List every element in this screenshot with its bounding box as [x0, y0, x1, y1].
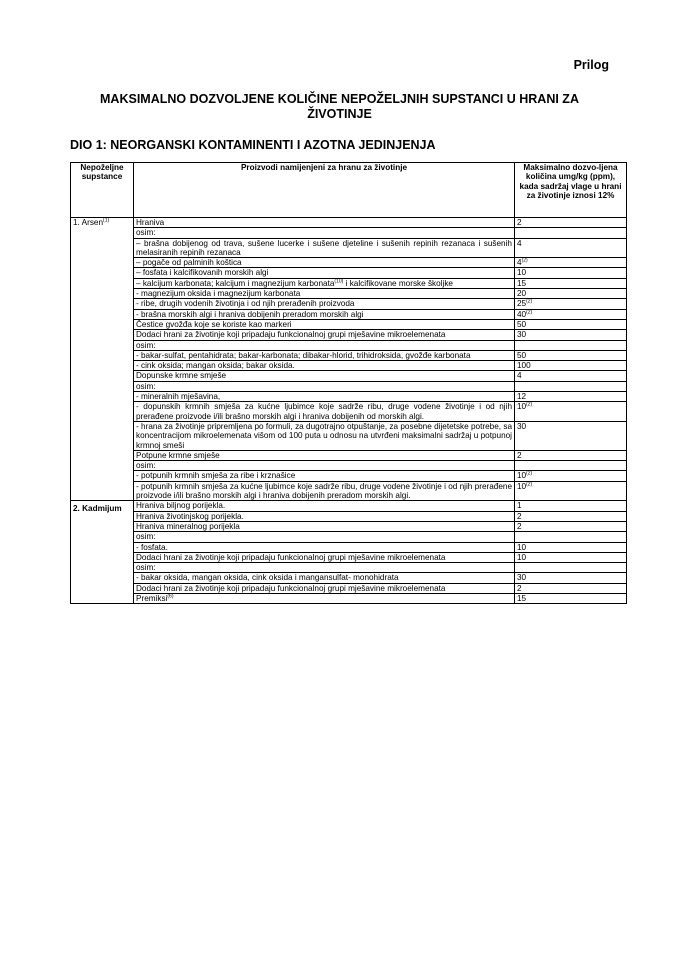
substance-cell — [71, 218, 134, 501]
product-text: Hraniva — [136, 218, 165, 227]
substance-name: 1. Arsen — [73, 218, 104, 227]
product-cell — [134, 371, 515, 381]
table-row — [71, 563, 627, 573]
table-row — [71, 542, 627, 552]
product-cell — [134, 501, 515, 511]
product-footnote: (10) — [334, 278, 344, 285]
table-row — [71, 421, 627, 450]
product-cell — [134, 238, 515, 258]
value-cell — [515, 350, 627, 360]
product-cell — [134, 511, 515, 521]
value-footnote: (2) — [526, 480, 533, 487]
value-cell — [515, 268, 627, 278]
product-text: osim: — [136, 381, 156, 391]
table-row — [71, 371, 627, 381]
value-footnote: (2) — [521, 257, 528, 264]
product-cell — [134, 450, 515, 460]
product-text: osim: — [136, 532, 156, 542]
product-text: Hraniva biljnog porijekla. — [136, 501, 226, 511]
value-footnote: (2) — [526, 401, 533, 408]
value-cell — [515, 450, 627, 460]
table-row — [71, 340, 627, 350]
product-text: - brašna morskih algi i hraniva dobijenih preradom morskih algi — [136, 309, 364, 319]
max-value: 100 — [517, 361, 531, 371]
product-text: Potpune krmne smješe — [136, 450, 220, 460]
product-text: – pogače od palminih koštica — [136, 258, 242, 268]
table-row — [71, 258, 627, 268]
product-text: – brašna dobijenog od trava, sušene lucerke i sušene djeteline i sušenih repinih rezanaca i sušenih melasiranih repinih rezanaca — [136, 238, 512, 257]
max-value: 50 — [517, 319, 527, 329]
max-value: 2 — [517, 450, 522, 460]
value-cell — [515, 471, 627, 481]
product-cell — [134, 542, 515, 552]
section-title: DIO 1: NEORGANSKI KONTAMINENTI I AZOTNA JEDINJENJA — [70, 138, 436, 152]
value-cell — [515, 461, 627, 471]
max-value: 10 — [517, 552, 527, 562]
table-row — [71, 583, 627, 593]
product-cell — [134, 583, 515, 593]
product-cell — [134, 552, 515, 562]
product-text: Hraniva mineralnog porijekla — [136, 521, 240, 531]
product-text: – fosfata i kalcifikovanih morskih algi — [136, 268, 269, 278]
table-row — [71, 552, 627, 562]
value-cell — [515, 421, 627, 450]
product-cell — [134, 402, 515, 422]
table-row — [71, 350, 627, 360]
value-cell — [515, 563, 627, 573]
table-row — [71, 319, 627, 329]
product-text: - magnezijum oksida i magnezijum karbonata — [136, 289, 301, 299]
product-cell — [134, 361, 515, 371]
value-cell — [515, 532, 627, 542]
table-row — [71, 450, 627, 460]
product-cell — [134, 593, 515, 603]
max-value: 4 — [517, 371, 522, 381]
max-value: 30 — [517, 573, 527, 583]
table-row — [71, 593, 627, 603]
product-cell — [134, 268, 515, 278]
max-value: 1 — [517, 501, 522, 511]
product-footnote: (6) — [167, 593, 174, 600]
annex-label: Prilog — [573, 58, 609, 72]
max-value: 10 — [517, 481, 527, 491]
table-row — [71, 461, 627, 471]
product-cell — [134, 278, 515, 288]
value-cell — [515, 392, 627, 402]
table-row — [71, 309, 627, 319]
value-cell — [515, 511, 627, 521]
product-cell — [134, 309, 515, 319]
product-cell — [134, 521, 515, 531]
product-text: - hrana za životinje pripremljena po formuli, za dugotrajno otpuštanje, za posebne dijetetske potrebe, sa koncentracijom mikroelemenata višom od 100 puta u odnosu na utvrđeni maksimalni sadržaj u potpunoj krmnoj smeši — [136, 421, 512, 450]
product-text: – kalcijum karbonata; kalcijum i magnezijum karbonata — [136, 278, 335, 288]
max-value: 10 — [517, 402, 527, 412]
value-cell — [515, 289, 627, 299]
max-value: 20 — [517, 289, 527, 299]
value-cell — [515, 309, 627, 319]
product-cell — [134, 563, 515, 573]
table-row — [71, 402, 627, 422]
table-row — [71, 392, 627, 402]
table-row — [71, 289, 627, 299]
product-cell — [134, 330, 515, 340]
product-text: osim: — [136, 340, 156, 350]
table-row — [71, 218, 627, 228]
table-row — [71, 330, 627, 340]
value-cell — [515, 299, 627, 309]
value-cell — [515, 402, 627, 422]
product-cell — [134, 319, 515, 329]
table-row — [71, 228, 627, 238]
max-value: 4 — [517, 258, 522, 268]
product-text: Hraniva životinjskog porijekla. — [136, 511, 244, 521]
value-cell — [515, 330, 627, 340]
max-value: 10 — [517, 268, 527, 278]
product-text: Čestice gvožđa koje se koriste kao markeri — [136, 319, 292, 329]
table-row — [71, 381, 627, 391]
product-text: Dodaci hrani za životinje koji pripadaju funkcionalnoj grupi mješavine mikroelemenata — [136, 552, 446, 562]
table-row — [71, 573, 627, 583]
value-cell — [515, 573, 627, 583]
value-cell — [515, 278, 627, 288]
product-text: - dopunskih krmnih smješa za kućne ljubimce koje sadrže ribu, druge vodene životinje i od njih prerađene proizvode i/ili brašno morskih algi i hraniva dobijenih od morskih algi. — [136, 402, 512, 421]
value-cell — [515, 361, 627, 371]
value-cell — [515, 228, 627, 238]
product-text: osim: — [136, 563, 156, 573]
product-cell — [134, 340, 515, 350]
value-cell — [515, 218, 627, 228]
value-cell — [515, 481, 627, 501]
max-value: 2 — [517, 583, 522, 593]
max-value: 40 — [517, 309, 527, 319]
value-footnote: (2) — [526, 298, 533, 305]
product-text-suffix: i kalcifikovane morske školjke — [343, 278, 453, 288]
value-cell — [515, 371, 627, 381]
value-footnote: (2) — [526, 470, 533, 477]
value-cell — [515, 583, 627, 593]
product-text: - potpunih krmnih smješa za kućne ljubimce koje sadrže ribu, druge vodene životinje i od njih prerađene proizvode i/ili brašno morskih algi i hraniva dobijenih preradom morskih algi. — [136, 481, 512, 501]
product-cell — [134, 421, 515, 450]
table-body — [71, 218, 627, 604]
substance-footnote: (1) — [103, 217, 110, 224]
value-cell — [515, 340, 627, 350]
product-text: Dopunske krmne smješe — [136, 371, 227, 381]
col-header-substance: Nepoželjne supstance — [71, 163, 134, 218]
table-row — [71, 501, 627, 511]
product-cell — [134, 381, 515, 391]
table-row — [71, 299, 627, 309]
value-cell — [515, 381, 627, 391]
product-text: Premiksi — [136, 593, 168, 603]
value-cell — [515, 258, 627, 268]
product-cell — [134, 471, 515, 481]
product-text: - bakar-sulfat, pentahidrata; bakar-karbonata; dibakar-hlorid, trihidroksida, gvožđe karbonata — [136, 350, 471, 360]
table-row — [71, 471, 627, 481]
max-value: 25 — [517, 299, 527, 309]
product-cell — [134, 299, 515, 309]
col-header-products: Proizvodi namijenjeni za hranu za životinje — [134, 163, 515, 218]
product-cell — [134, 532, 515, 542]
table-row — [71, 278, 627, 288]
table-row — [71, 361, 627, 371]
product-cell — [134, 218, 515, 228]
product-text: Dodaci hrani za životinje koji pripadaju funkcionalnoj grupi mješavine mikroelemenata — [136, 583, 446, 593]
value-footnote: (2) — [526, 308, 533, 315]
table-row — [71, 521, 627, 531]
max-value: 50 — [517, 350, 527, 360]
value-cell — [515, 593, 627, 603]
product-text: - potpunih krmnih smješa za ribe i krznašice — [136, 471, 296, 481]
product-text: osim: — [136, 461, 156, 471]
product-cell — [134, 461, 515, 471]
value-cell — [515, 319, 627, 329]
max-value: 30 — [517, 330, 527, 340]
product-text: - fosfata. — [136, 542, 168, 552]
product-cell — [134, 573, 515, 583]
table-header-row — [71, 163, 627, 218]
max-value: 30 — [517, 421, 527, 431]
product-text: - mineralnih mješavina, — [136, 392, 221, 402]
value-cell — [515, 552, 627, 562]
product-cell — [134, 258, 515, 268]
max-value: 2 — [517, 521, 522, 531]
table-row — [71, 238, 627, 258]
table-row — [71, 511, 627, 521]
max-value: 10 — [517, 471, 527, 481]
max-value: 15 — [517, 593, 527, 603]
document-title: MAKSIMALNO DOZVOLJENE KOLIČINE NEPOŽELJNIH SUPSTANCI U HRANI ZA ŽIVOTINJE — [100, 92, 579, 121]
contaminants-table — [70, 162, 627, 604]
max-value: 10 — [517, 542, 527, 552]
product-text: - cink oksida; mangan oksida; bakar oksida. — [136, 361, 295, 371]
max-value: 2 — [517, 511, 522, 521]
product-text: osim: — [136, 228, 156, 238]
product-text: - bakar oksida, mangan oksida, cink oksida i mangansulfat- monohidrata — [136, 573, 399, 583]
substance-name: 2. Kadmijum — [73, 504, 122, 514]
table-row — [71, 268, 627, 278]
value-cell — [515, 238, 627, 258]
product-text: - ribe, drugih vodenih životinja i od njih prerađenih proizvoda — [136, 299, 355, 309]
product-cell — [134, 481, 515, 501]
max-value: 2 — [517, 218, 522, 227]
product-cell — [134, 392, 515, 402]
value-cell — [515, 542, 627, 552]
substance-cell — [71, 501, 134, 604]
max-value: 4 — [517, 238, 522, 248]
product-cell — [134, 350, 515, 360]
col-header-max-content: Maksimalno dozvo-ljena količina umg/kg (ppm), kada sadržaj vlage u hrani za životinje iznosi 12% — [515, 163, 627, 218]
table-row — [71, 532, 627, 542]
max-value: 15 — [517, 278, 527, 288]
table-row — [71, 481, 627, 501]
value-cell — [515, 521, 627, 531]
product-cell — [134, 289, 515, 299]
max-value: 12 — [517, 392, 527, 402]
product-text: Dodaci hrani za životinje koji pripadaju funkcionalnoj grupi mješavine mikroelemenata — [136, 330, 446, 340]
value-cell — [515, 501, 627, 511]
product-cell — [134, 228, 515, 238]
